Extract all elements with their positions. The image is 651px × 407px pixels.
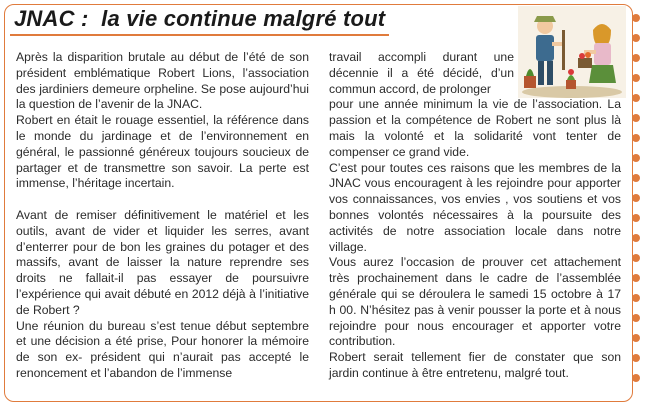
paragraph: travail accompli durant une décennie il a été décidé, d’un commun accord, de prolonger xyxy=(329,50,514,96)
paragraph: pour une année minimum la vie de l’association. La passion et la compétence de Robert ne sont plus là mais la volonté et la solidarité vont tenter de compenser ce grand vide. xyxy=(329,97,621,159)
paragraph: C’est pour toutes ces raisons que les membres de la JNAC vous encouragent à les rejoindre pour apporter vos connaissances, vos envies , vos soutiens et vos bonnes volontés nécessaires à la poursuite des activités de notre association locale dans notre village. xyxy=(329,160,621,254)
title-block xyxy=(10,8,389,36)
paragraph: Une réunion du bureau s’est tenue début septembre et une décision a été prise, Pour honorer la mémoire de son ex- président qui n’aurait pas accepté le renoncement et l’abandon de l’immense xyxy=(16,318,309,380)
article-title: JNAC : la vie continue malgré tout xyxy=(10,6,389,36)
paragraph: Avant de remiser définitivement le matériel et les outils, avant de vider et liquider les serres, avant d’enterrer pour de bon les graines du potager et des massifs, avant de laisser la nature reprendre ses droits ne fallait-il pas essayer de poursuivre l’expérience qui avait débuté en 2012 déjà à l’initiative de Robert ? xyxy=(16,207,309,317)
paragraph: Robert en était le rouage essentiel, la référence dans le monde du jardinage et de l’environnement en général, le passionné généreux toujours soucieux de partager et de transmettre son savoir. La perte est immense, l’héritage incertain. xyxy=(16,113,309,191)
right-column xyxy=(329,50,621,382)
left-column xyxy=(16,50,309,382)
paragraph: Robert serait tellement fier de constater que son jardin continue à être entretenu, malgré tout. xyxy=(329,350,621,380)
paragraph: Après la disparition brutale au début de l’été de son président emblématique Robert Lions, l’association des jardiniers demeure orpheline. Se pose aujourd’hui la question de l’avenir de la JNAC. xyxy=(16,50,309,112)
paragraph: Vous aurez l’occasion de prouver cet attachement très prochainement dans le cadre de l’assemblée générale qui se déroulera le samedi 15 octobre à 17 h 00. N’hésitez pas à venir pousser la porte et à nous rejoindre pour nous encourager et apporter votre contribution. xyxy=(329,255,621,349)
decorative-dots xyxy=(629,8,643,402)
